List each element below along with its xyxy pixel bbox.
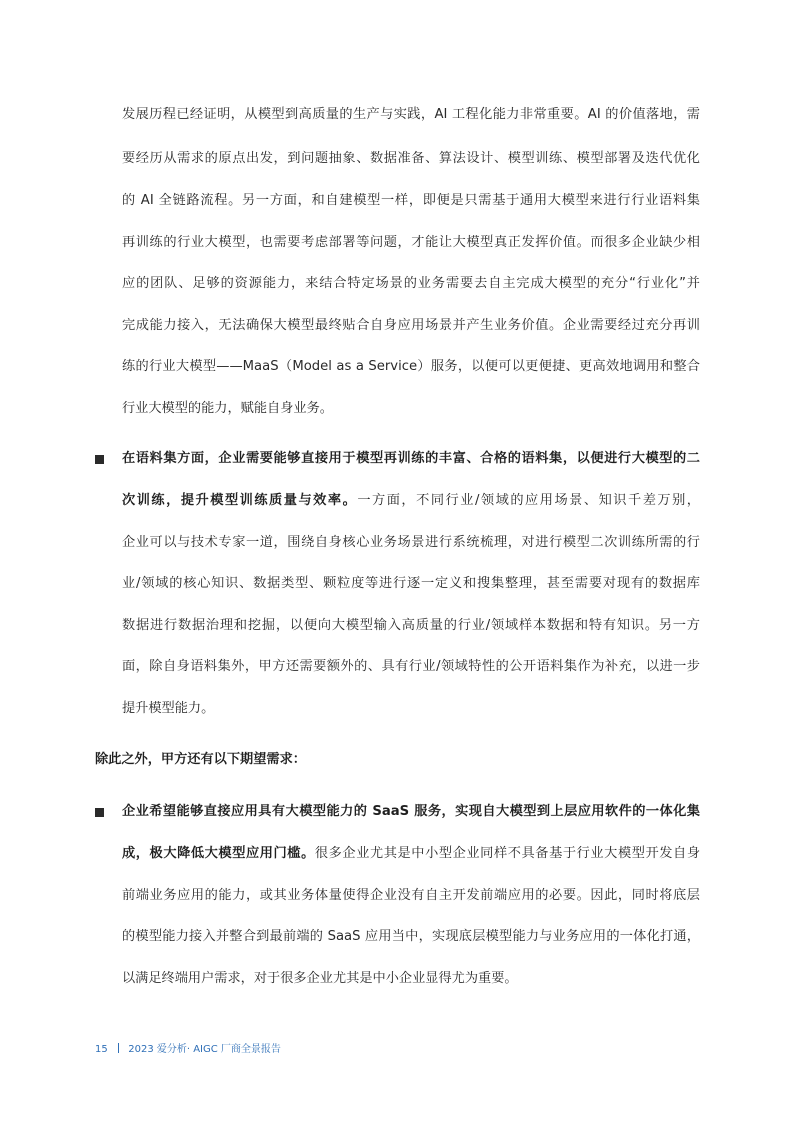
text-line: 练的行业大模型——MaaS（Model as a Service）服务，以便可以更便捷、更高效地调用和整合 xyxy=(122,359,700,374)
section-heading: 除此之外，甲方还有以下期望需求： xyxy=(95,752,306,767)
bullet-heading-line: 企业希望能够直接应用具有大模型能力的 SaaS 服务，实现自大模型到上层应用软件的一体化集 xyxy=(122,804,700,819)
text-line: 完成能力接入，无法确保大模型最终贴合自身应用场景并产生业务价值。企业需要经过充分再训 xyxy=(122,318,700,333)
text-line: 业/领域的核心知识、数据类型、颗粒度等进行逐一定义和搜集整理，甚至需要对现有的数据库 xyxy=(122,576,700,591)
text-segment: 一方面，不同行业/领域的应用场景、知识千差万别， xyxy=(357,493,700,508)
text-line xyxy=(122,492,700,510)
text-line: 前端业务应用的能力，或其业务体量使得企业没有自主开发前端应用的必要。因此，同时将底层 xyxy=(122,888,700,903)
report-title: 2023 爱分析· AIGC 厂商全景报告 xyxy=(128,1044,281,1055)
page-footer xyxy=(95,1040,281,1055)
bold-segment: 成，极大降低大模型应用门槛。 xyxy=(122,846,315,861)
page-number: 15 xyxy=(95,1044,108,1055)
text-line: 再训练的行业大模型，也需要考虑部署等问题，才能让大模型真正发挥价值。而很多企业缺少相 xyxy=(122,235,700,250)
square-bullet-icon xyxy=(95,808,104,817)
text-line: 要经历从需求的原点出发，到问题抽象、数据准备、算法设计、模型训练、模型部署及迭代优化 xyxy=(122,151,700,166)
bullet-heading-line: 在语料集方面，企业需要能够直接用于模型再训练的丰富、合格的语料集，以便进行大模型的二 xyxy=(122,451,700,466)
bold-segment: 次训练，提升模型训练质量与效率。 xyxy=(122,493,358,508)
text-line: 的 AI 全链路流程。另一方面，和自建模型一样，即便是只需基于通用大模型来进行行业语料集 xyxy=(122,193,700,208)
text-line: 数据进行数据治理和挖掘，以便向大模型输入高质量的行业/领域样本数据和特有知识。另一方 xyxy=(122,618,700,633)
footer-divider xyxy=(118,1043,120,1053)
text-line xyxy=(122,845,700,863)
text-line: 发展历程已经证明，从模型到高质量的生产与实践，AI 工程化能力非常重要。AI 的价值落地，需 xyxy=(122,107,700,122)
text-line: 的模型能力接入并整合到最前端的 SaaS 应用当中，实现底层模型能力与业务应用的一体化打通， xyxy=(122,929,700,944)
text-line: 企业可以与技术专家一道，围绕自身核心业务场景进行系统梳理，对进行模型二次训练所需的行 xyxy=(122,535,700,550)
text-line: 面，除自身语料集外，甲方还需要额外的、具有行业/领域特性的公开语料集作为补充，以进一步 xyxy=(122,659,700,674)
text-segment: 很多企业尤其是中小型企业同样不具备基于行业大模型开发自身 xyxy=(314,846,700,861)
text-line: 行业大模型的能力，赋能自身业务。 xyxy=(122,401,333,416)
text-line: 提升模型能力。 xyxy=(122,701,215,716)
text-line: 以满足终端用户需求，对于很多企业尤其是中小企业显得尤为重要。 xyxy=(122,971,518,986)
square-bullet-icon xyxy=(95,455,104,464)
text-line: 应的团队、足够的资源能力，来结合特定场景的业务需要去自主完成大模型的充分“行业化”并 xyxy=(122,276,700,291)
